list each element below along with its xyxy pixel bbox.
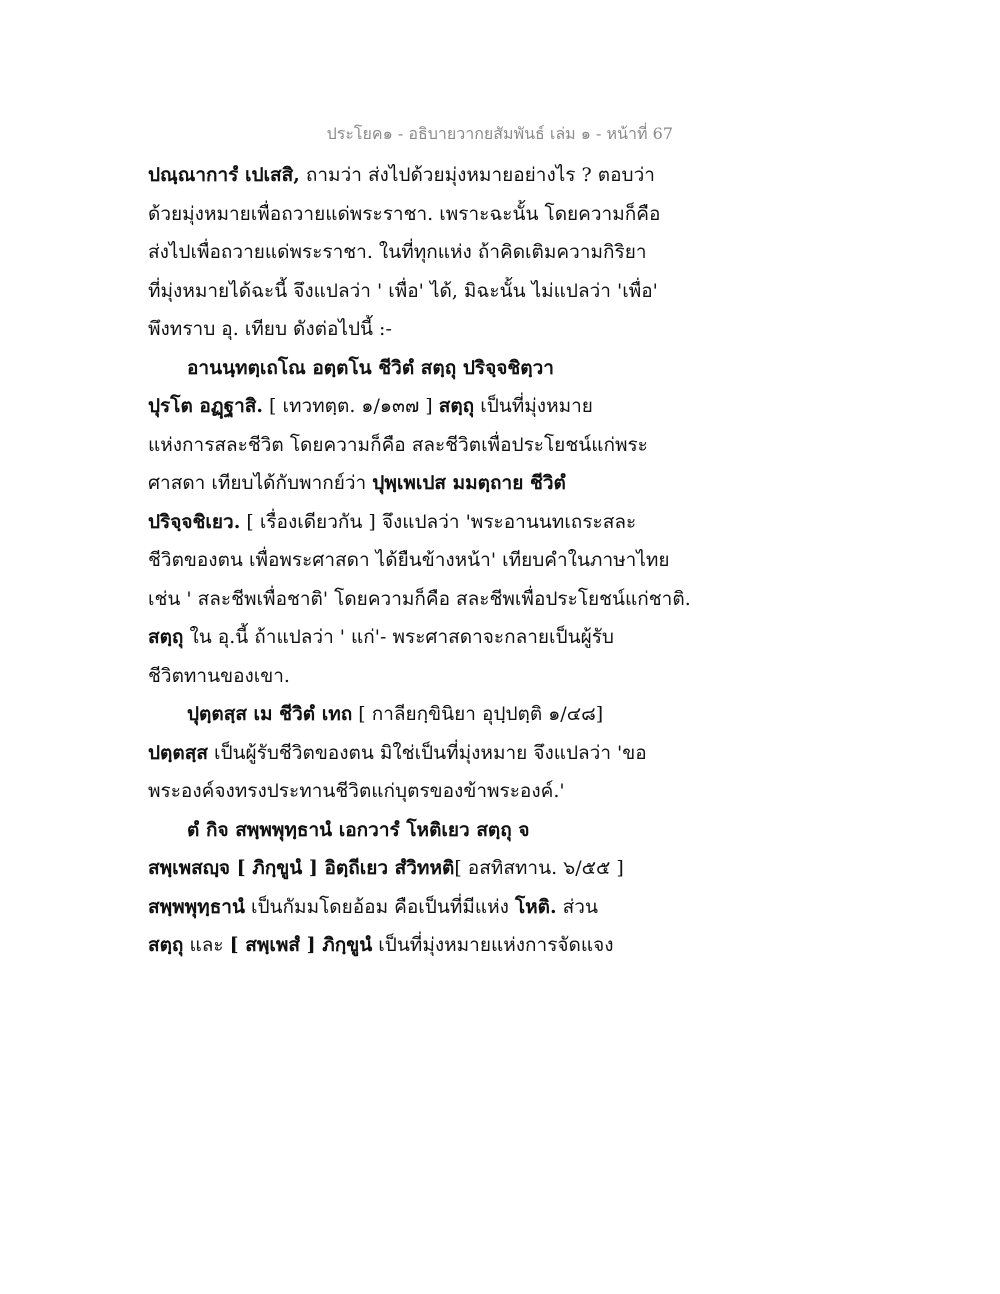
text-line [148,618,708,657]
text-line [148,926,708,965]
example-line [148,349,708,388]
pali-term: อานนฺทตฺเถโณ อตฺตโน ชีวิตํ สตฺถุ ปริจฺจชิตฺวา [187,356,554,379]
pali-term: ปณฺณาการํ เปเสสิ, [148,164,300,186]
pali-term: ปุรโต อฏฺฐาสิ. [148,395,263,417]
thai-text: พระองค์จงทรงประทานชีวิตแก่บุตรของข้าพระองค์.' [148,780,565,802]
pali-term: ปริจฺจชิเยว. [148,510,241,533]
thai-text: พึงทราบ อุ. เทียบ ดังต่อไปนี้ :- [148,318,392,340]
page-header: ประโยค๑ - อธิบายวากยสัมพันธ์ เล่ม ๑ - หน้าที่ 67 [326,124,673,143]
thai-text: ศาสดา เทียบได้กับพากย์ว่า [148,472,373,494]
text-line [148,310,708,349]
text-line [148,888,708,927]
text-line [148,541,708,580]
text-line [148,657,708,696]
pali-term: สตฺถุ [438,395,475,417]
thai-text: ใน อุ.นี้ ถ้าแปลว่า ' แก่'- พระศาสดาจะกลายเป็นผู้รับ [183,626,614,648]
thai-text: แห่งการสละชีวิต โดยความก็คือ สละชีวิตเพื่อประโยชน์แก่พระ [148,433,648,456]
thai-text: ด้วยมุ่งหมายเพื่อถวายแด่พระราชา. เพราะฉะนั้น โดยความก็คือ [148,202,661,225]
thai-text: [ เรื่องเดียวกัน ] จึงแปลว่า 'พระอานนทเถระสละ [240,510,637,533]
pali-term: โหติ. [514,895,557,918]
thai-text: ถามว่า ส่งไปด้วยมุ่งหมายอย่างไร ? ตอบว่า [299,164,655,186]
text-line [148,849,708,888]
thai-text: เช่น ' สละชีพเพื่อชาติ' โดยความก็คือ สละชีพเพื่อประโยชน์แก่ชาติ. [148,587,691,610]
text-line [148,195,708,234]
citation: [ อสทิสทาน. ๖/๕๕ ] [454,857,624,879]
body-text [148,156,708,965]
thai-text: ชีวิตของตน เพื่อพระศาสดา ได้ยืนข้างหน้า' เทียบคำในภาษาไทย [148,549,670,571]
pali-term: ปุตฺตสฺส เม ชีวิตํ เทถ [187,703,353,725]
text-line [148,503,708,542]
thai-text: และ [183,934,230,956]
text-line [148,580,708,619]
text-line [148,156,708,195]
text-line [148,772,708,811]
text-line [148,233,708,272]
text-line [148,272,708,311]
text-line [148,464,708,503]
thai-text: เป็นผู้รับชีวิตของตน มิใช่เป็นที่มุ่งหมาย จึงแปลว่า 'ขอ [207,741,647,764]
thai-text: ส่งไปเพื่อถวายแด่พระราชา. ในที่ทุกแห่ง ถ้าคิดเติมความกิริยา [148,241,647,263]
text-line [148,387,708,426]
citation: [ เทวทตฺต. ๑/๑๓๗ ] [262,395,439,417]
pali-term: สพฺพพุทฺธานํ [148,895,245,918]
pali-term: ตํ กิจ สพฺพพุทฺธานํ เอกวารํ โหติเยว สตฺถุ จ [187,818,530,841]
thai-text: ส่วน [556,895,598,918]
pali-term: [ สพฺเพสํ ] ภิกฺขูนํ [229,934,373,956]
text-line [148,426,708,465]
thai-text: ชีวิตทานของเขา. [148,664,290,687]
citation: [ กาลียกฺขินิยา อุปฺปตฺติ ๑/๔๘] [352,703,604,725]
example-line [148,811,708,850]
pali-term: สตฺถุ [148,626,184,648]
thai-text: เป็นกัมมโดยอ้อม คือเป็นที่มีแห่ง [244,895,515,918]
thai-text: เป็นที่มุ่งหมาย [474,395,593,417]
pali-term: สตฺถุ [148,934,184,956]
thai-text: ที่มุ่งหมายได้ฉะนี้ จึงแปลว่า ' เพื่อ' ได้, มิฉะนั้น ไม่แปลว่า 'เพื่อ' [148,279,658,302]
thai-text: เป็นที่มุ่งหมายแห่งการจัดแจง [372,934,614,956]
pali-term: ปุพฺเพเปส มมตฺถาย ชีวิตํ [372,472,566,494]
text-line [148,734,708,773]
pali-term: ปตฺตสฺส [148,741,208,764]
example-line [148,695,708,734]
pali-term: สพฺเพสญฺจ [ ภิกฺขูนํ ] อิตฺถีเยว สํวิทหติ [148,857,455,879]
